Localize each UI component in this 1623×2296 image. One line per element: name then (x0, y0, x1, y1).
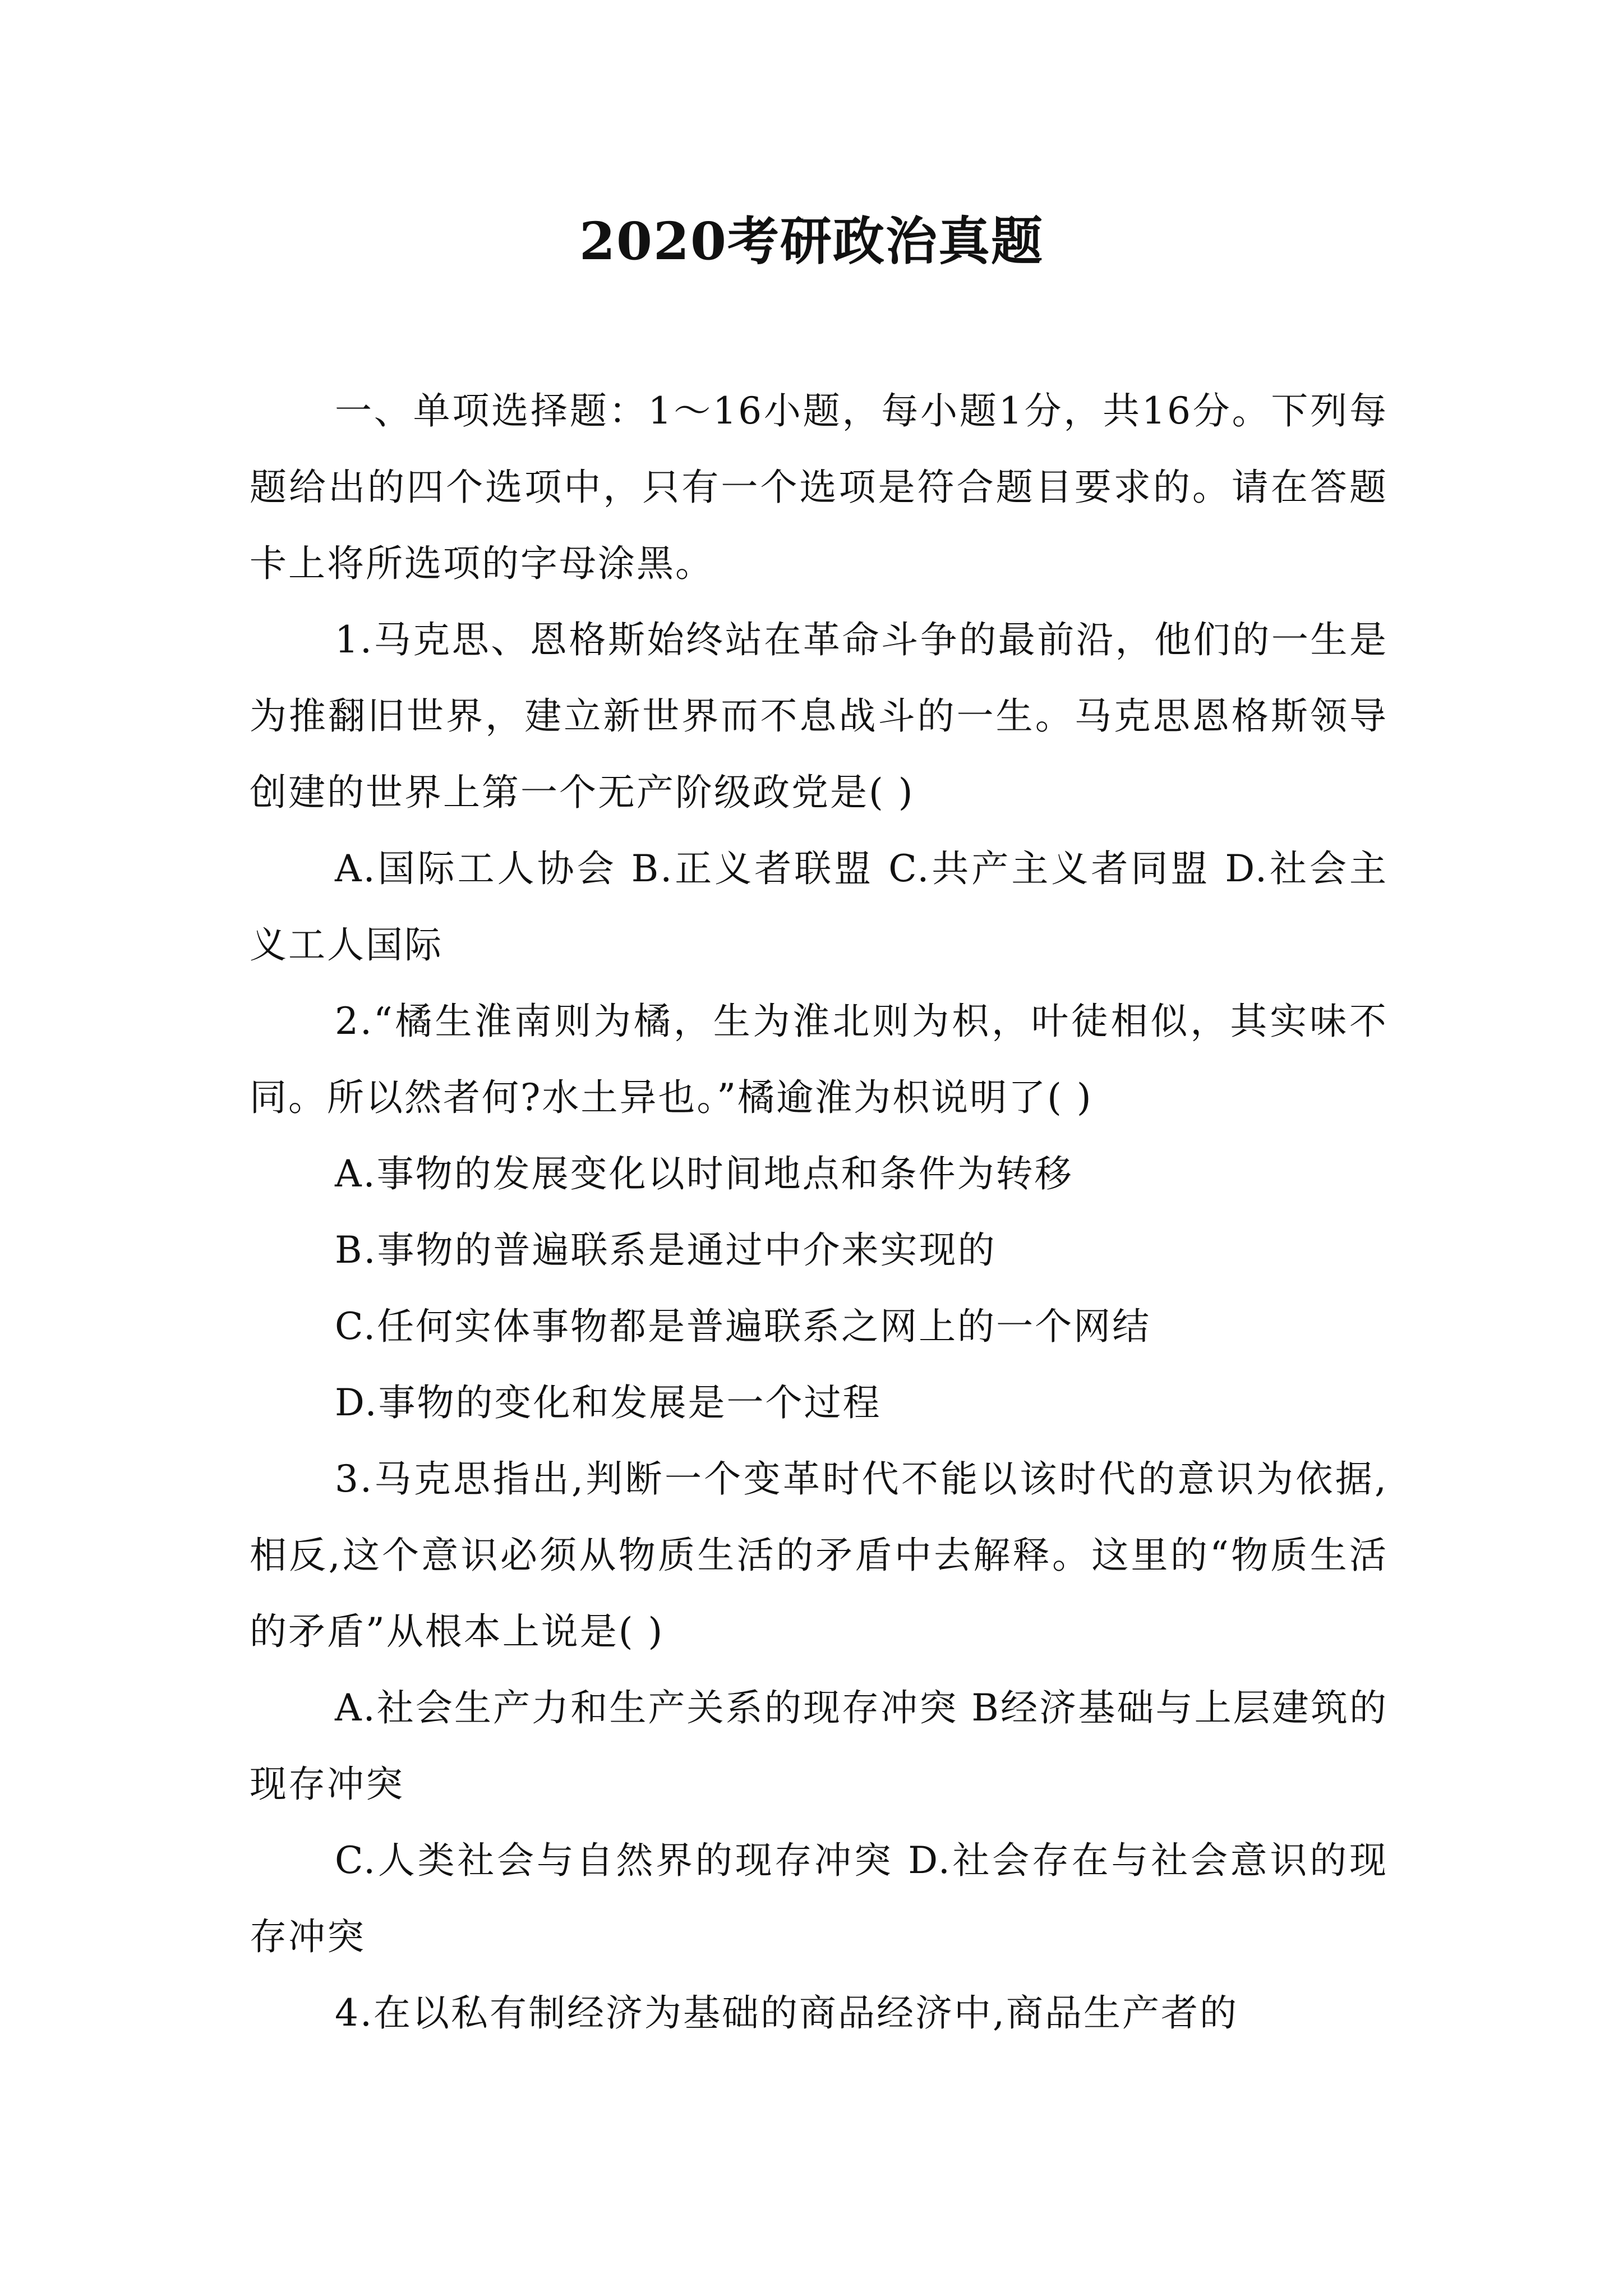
question-2-option-d: D.事物的变化和发展是一个过程 (335, 1381, 882, 1424)
question-1-options: A.国际工人协会 B.正义者联盟 C.共产主义者同盟 D.社会主义工人国际 (250, 847, 1388, 967)
document-body (250, 373, 1388, 2051)
section-instructions: 一、单项选择题：1～16小题，每小题1分，共16分。下列每题给出的四个选项中，只有一个选项是符合题目要求的。请在答题卡上将所选项的字母涂黑。 (250, 389, 1388, 585)
question-4-stem: 4.在以私有制经济为基础的商品经济中,商品生产者的 (335, 1991, 1238, 2035)
question-2-option-c: C.任何实体事物都是普遍联系之网上的一个网结 (335, 1305, 1151, 1348)
question-2-option-a: A.事物的发展变化以时间地点和条件为转移 (335, 1152, 1073, 1195)
question-2-stem: 2.“橘生淮南则为橘，生为淮北则为枳，叶徒相似，其实味不同。所以然者何?水土异也。”橘逾淮为枳说明了( ) (250, 1000, 1388, 1119)
question-2-option-b: B.事物的普遍联系是通过中介来实现的 (335, 1228, 997, 1272)
page-title: 2020考研政治真题 (579, 211, 1044, 272)
question-1-stem: 1.马克思、恩格斯始终站在革命斗争的最前沿，他们的一生是为推翻旧世界，建立新世界而不息战斗的一生。马克思恩格斯领导创建的世界上第一个无产阶级政党是( ) (250, 618, 1388, 814)
question-3-options-cd: C.人类社会与自然界的现存冲突 D.社会存在与社会意识的现存冲突 (250, 1839, 1388, 1958)
question-3-stem: 3.马克思指出,判断一个变革时代不能以该时代的意识为依据,相反,这个意识必须从物质生活的矛盾中去解释。这里的“物质生活的矛盾”从根本上说是( ) (250, 1457, 1388, 1653)
question-3-options-ab: A.社会生产力和生产关系的现存冲突 B经济基础与上层建筑的现存冲突 (250, 1686, 1388, 1806)
